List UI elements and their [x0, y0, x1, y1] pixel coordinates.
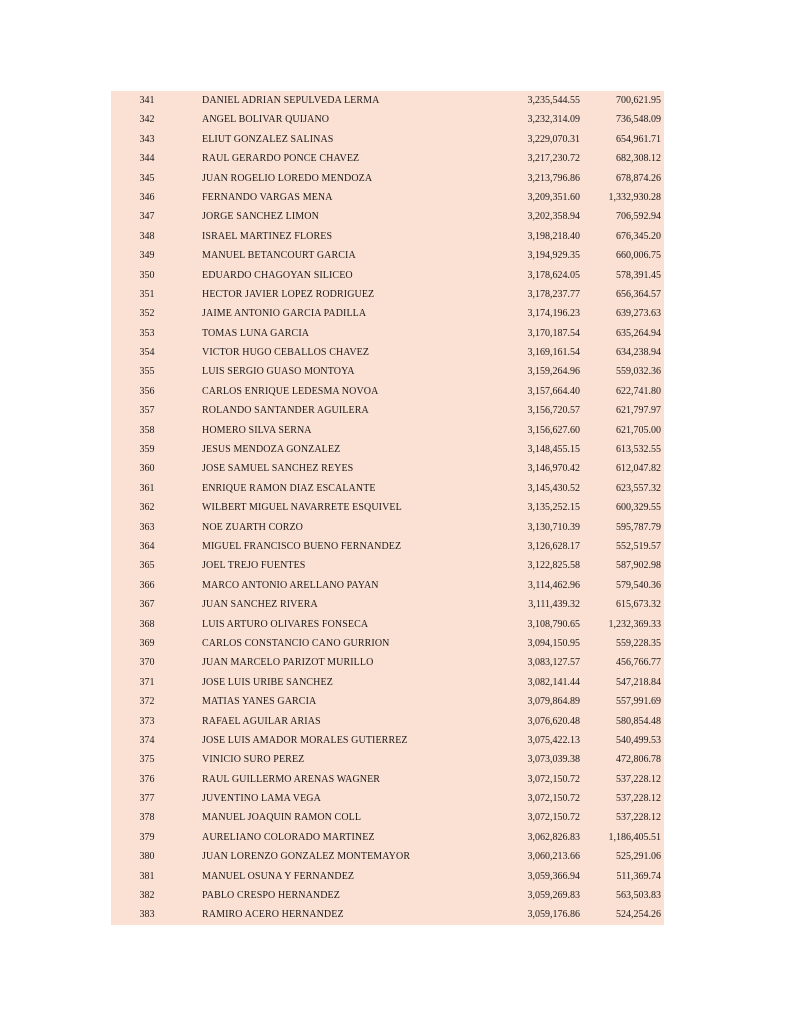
table-row: [111, 615, 664, 634]
table-row: [111, 770, 664, 789]
row-number: 341: [139, 95, 155, 106]
row-number: 351: [139, 288, 155, 300]
amount-primary: 3,156,720.57: [527, 405, 580, 417]
amount-secondary: 706,592.94: [616, 211, 661, 223]
amount-secondary: 559,032.36: [616, 366, 661, 378]
table-row: [111, 188, 664, 207]
table-row: [111, 362, 664, 381]
row-number: 348: [139, 230, 155, 242]
person-name: JOSE LUIS AMADOR MORALES GUTIERREZ: [202, 734, 408, 746]
amount-secondary: 537,228.12: [616, 793, 661, 805]
amount-primary: 3,146,970.42: [527, 463, 580, 475]
amount-primary: 3,072,150.72: [527, 793, 580, 805]
amount-primary: 3,094,150.95: [527, 637, 580, 649]
table-row: [111, 498, 664, 517]
row-number: 344: [139, 153, 155, 165]
row-number: 357: [139, 405, 155, 417]
table-row: [111, 440, 664, 459]
person-name: MANUEL JOAQUIN RAMON COLL: [202, 812, 362, 824]
amount-primary: 3,169,161.54: [527, 347, 580, 359]
row-number: 374: [139, 734, 155, 746]
person-name: JUAN ROGELIO LOREDO MENDOZA: [202, 172, 373, 184]
amount-primary: 3,174,196.23: [527, 308, 580, 320]
person-name: NOE ZUARTH CORZO: [202, 521, 303, 533]
amount-primary: 3,145,430.52: [527, 482, 580, 494]
table-row: [111, 867, 664, 886]
amount-primary: 3,130,710.39: [527, 521, 580, 533]
row-number: 362: [139, 502, 155, 514]
table-row: [111, 905, 664, 924]
table-row: [111, 653, 664, 672]
person-name: MANUEL OSUNA Y FERNANDEZ: [202, 870, 355, 882]
amount-primary: 3,178,624.05: [527, 269, 580, 281]
amount-secondary: 579,540.36: [616, 579, 661, 591]
table-row: [111, 886, 664, 905]
amount-secondary: 1,186,405.51: [608, 831, 661, 843]
person-name: RAFAEL AGUILAR ARIAS: [202, 715, 321, 727]
amount-primary: 3,111,439.32: [528, 599, 580, 611]
person-name: MIGUEL FRANCISCO BUENO FERNANDEZ: [202, 540, 402, 552]
amount-secondary: 700,621.95: [616, 95, 661, 106]
row-number: 375: [139, 754, 155, 766]
person-name: MARCO ANTONIO ARELLANO PAYAN: [202, 579, 379, 591]
amount-secondary: 654,961.71: [616, 133, 661, 145]
amount-secondary: 639,273.63: [616, 308, 661, 320]
person-name: LUIS SERGIO GUASO MONTOYA: [202, 366, 355, 378]
amount-secondary: 621,705.00: [616, 424, 661, 436]
amount-secondary: 511,369.74: [616, 870, 661, 882]
table-row: [111, 266, 664, 285]
table-body: [111, 91, 664, 925]
amount-secondary: 472,806.78: [616, 754, 661, 766]
row-number: 372: [139, 696, 155, 708]
amount-primary: 3,209,351.60: [527, 191, 580, 203]
table-row: [111, 789, 664, 808]
person-name: JOSE SAMUEL SANCHEZ REYES: [202, 463, 354, 475]
person-name: AURELIANO COLORADO MARTINEZ: [202, 831, 375, 843]
amount-secondary: 563,503.83: [616, 890, 661, 902]
row-number: 350: [139, 269, 155, 281]
table-row: [111, 324, 664, 343]
amount-primary: 3,083,127.57: [527, 657, 580, 669]
row-number: 378: [139, 812, 155, 824]
amount-secondary: 622,741.80: [616, 385, 661, 397]
table-row: [111, 421, 664, 440]
person-name: LUIS ARTURO OLIVARES FONSECA: [202, 618, 369, 630]
person-name: JUAN SANCHEZ RIVERA: [202, 599, 318, 611]
amount-secondary: 578,391.45: [616, 269, 661, 281]
table-row: [111, 149, 664, 168]
amount-secondary: 580,854.48: [616, 715, 661, 727]
amount-primary: 3,072,150.72: [527, 812, 580, 824]
person-name: HECTOR JAVIER LOPEZ RODRIGUEZ: [202, 288, 375, 300]
amount-secondary: 525,291.06: [616, 851, 661, 863]
person-name: JOSE LUIS URIBE SANCHEZ: [202, 676, 333, 688]
table-row: [111, 808, 664, 827]
table-row: [111, 285, 664, 304]
table-row: [111, 401, 664, 420]
row-number: 361: [139, 482, 155, 494]
row-number: 367: [139, 599, 155, 611]
table-row: [111, 479, 664, 498]
person-name: VICTOR HUGO CEBALLOS CHAVEZ: [202, 347, 370, 359]
table-row: [111, 207, 664, 226]
row-number: 369: [139, 637, 155, 649]
amount-primary: 3,235,544.55: [527, 95, 580, 106]
amount-secondary: 547,218.84: [616, 676, 661, 688]
person-name: JESUS MENDOZA GONZALEZ: [202, 444, 341, 456]
amount-primary: 3,072,150.72: [527, 773, 580, 785]
amount-secondary: 678,874.26: [616, 172, 661, 184]
person-name: TOMAS LUNA GARCIA: [202, 327, 310, 339]
table-row: [111, 828, 664, 847]
person-name: RAUL GUILLERMO ARENAS WAGNER: [202, 773, 381, 785]
person-name: MANUEL BETANCOURT GARCIA: [202, 250, 356, 262]
table-row: [111, 750, 664, 769]
data-table: [111, 91, 664, 925]
person-name: EDUARDO CHAGOYAN SILICEO: [202, 269, 353, 281]
amount-primary: 3,114,462.96: [527, 579, 580, 591]
table-row: [111, 227, 664, 246]
table-row: [111, 246, 664, 265]
amount-primary: 3,122,825.58: [527, 560, 580, 572]
table-row: [111, 518, 664, 537]
person-name: VINICIO SURO PEREZ: [202, 754, 305, 766]
row-number: 345: [139, 172, 155, 184]
amount-primary: 3,157,664.40: [527, 385, 580, 397]
amount-primary: 3,159,264.96: [527, 366, 580, 378]
person-name: DANIEL ADRIAN SEPULVEDA LERMA: [202, 95, 380, 106]
amount-primary: 3,059,269.83: [527, 890, 580, 902]
row-number: 346: [139, 191, 155, 203]
amount-primary: 3,148,455.15: [527, 444, 580, 456]
person-name: JAIME ANTONIO GARCIA PADILLA: [202, 308, 367, 320]
amount-secondary: 595,787.79: [616, 521, 661, 533]
person-name: FERNANDO VARGAS MENA: [202, 191, 333, 203]
table-row: [111, 731, 664, 750]
table-row: [111, 556, 664, 575]
amount-primary: 3,076,620.48: [527, 715, 580, 727]
amount-secondary: 524,254.26: [616, 909, 661, 921]
amount-secondary: 557,991.69: [616, 696, 661, 708]
person-name: MATIAS YANES GARCIA: [202, 696, 317, 708]
table-row: [111, 459, 664, 478]
amount-secondary: 736,548.09: [616, 114, 661, 126]
amount-primary: 3,202,358.94: [527, 211, 580, 223]
person-name: ENRIQUE RAMON DIAZ ESCALANTE: [202, 482, 376, 494]
row-number: 347: [139, 211, 155, 223]
amount-primary: 3,229,070.31: [527, 133, 580, 145]
row-number: 382: [139, 890, 155, 902]
amount-secondary: 635,264.94: [616, 327, 661, 339]
person-name: HOMERO SILVA SERNA: [202, 424, 312, 436]
person-name: ROLANDO SANTANDER AGUILERA: [202, 405, 369, 417]
amount-secondary: 612,047.82: [616, 463, 661, 475]
amount-primary: 3,217,230.72: [527, 153, 580, 165]
person-name: PABLO CRESPO HERNANDEZ: [202, 890, 340, 902]
amount-secondary: 559,228.35: [616, 637, 661, 649]
table-row: [111, 343, 664, 362]
amount-primary: 3,126,628.17: [527, 540, 580, 552]
amount-secondary: 1,232,369.33: [608, 618, 661, 630]
amount-secondary: 660,006.75: [616, 250, 661, 262]
amount-secondary: 456,766.77: [616, 657, 661, 669]
table-row: [111, 673, 664, 692]
table-row: [111, 91, 664, 110]
person-name: WILBERT MIGUEL NAVARRETE ESQUIVEL: [202, 502, 402, 514]
row-number: 349: [139, 250, 155, 262]
person-name: RAUL GERARDO PONCE CHAVEZ: [202, 153, 360, 165]
table-row: [111, 537, 664, 556]
amount-primary: 3,108,790.65: [527, 618, 580, 630]
row-number: 373: [139, 715, 155, 727]
person-name: ISRAEL MARTINEZ FLORES: [202, 230, 333, 242]
amount-secondary: 613,532.55: [616, 444, 661, 456]
row-number: 360: [139, 463, 155, 475]
row-number: 354: [139, 347, 155, 359]
person-name: JUAN LORENZO GONZALEZ MONTEMAYOR: [202, 851, 411, 863]
amount-secondary: 656,364.57: [616, 288, 661, 300]
amount-secondary: 682,308.12: [616, 153, 661, 165]
person-name: JOEL TREJO FUENTES: [202, 560, 306, 572]
row-number: 377: [139, 793, 155, 805]
amount-primary: 3,232,314.09: [527, 114, 580, 126]
amount-primary: 3,059,366.94: [527, 870, 580, 882]
table-row: [111, 692, 664, 711]
row-number: 342: [139, 114, 155, 126]
amount-primary: 3,079,864.89: [527, 696, 580, 708]
amount-primary: 3,156,627.60: [527, 424, 580, 436]
row-number: 358: [139, 424, 155, 436]
amount-secondary: 621,797.97: [616, 405, 661, 417]
amount-primary: 3,194,929.35: [527, 250, 580, 262]
amount-primary: 3,060,213.66: [527, 851, 580, 863]
table-row: [111, 304, 664, 323]
person-name: RAMIRO ACERO HERNANDEZ: [202, 909, 344, 921]
row-number: 368: [139, 618, 155, 630]
table-row: [111, 110, 664, 129]
row-number: 343: [139, 133, 155, 145]
person-name: JUVENTINO LAMA VEGA: [202, 793, 321, 805]
amount-primary: 3,075,422.13: [527, 734, 580, 746]
table-row: [111, 595, 664, 614]
table-row: [111, 712, 664, 731]
amount-secondary: 676,345.20: [616, 230, 661, 242]
row-number: 359: [139, 444, 155, 456]
table-row: [111, 382, 664, 401]
amount-primary: 3,135,252.15: [527, 502, 580, 514]
row-number: 383: [139, 909, 155, 921]
amount-primary: 3,059,176.86: [527, 909, 580, 921]
table-row: [111, 634, 664, 653]
amount-secondary: 615,673.32: [616, 599, 661, 611]
amount-secondary: 552,519.57: [616, 540, 661, 552]
amount-secondary: 540,499.53: [616, 734, 661, 746]
amount-secondary: 537,228.12: [616, 812, 661, 824]
table-row: [111, 576, 664, 595]
amount-primary: 3,198,218.40: [527, 230, 580, 242]
row-number: 355: [139, 366, 155, 378]
person-name: JORGE SANCHEZ LIMON: [202, 211, 319, 223]
row-number: 376: [139, 773, 155, 785]
row-number: 363: [139, 521, 155, 533]
row-number: 356: [139, 385, 155, 397]
amount-secondary: 600,329.55: [616, 502, 661, 514]
amount-primary: 3,178,237.77: [527, 288, 580, 300]
amount-secondary: 537,228.12: [616, 773, 661, 785]
amount-primary: 3,170,187.54: [527, 327, 580, 339]
amount-secondary: 623,557.32: [616, 482, 661, 494]
person-name: CARLOS ENRIQUE LEDESMA NOVOA: [202, 385, 379, 397]
amount-primary: 3,082,141.44: [527, 676, 580, 688]
row-number: 380: [139, 851, 155, 863]
amount-primary: 3,062,826.83: [527, 831, 580, 843]
row-number: 364: [139, 540, 155, 552]
person-name: JUAN MARCELO PARIZOT MURILLO: [202, 657, 374, 669]
row-number: 381: [139, 870, 155, 882]
row-number: 353: [139, 327, 155, 339]
table-row: [111, 169, 664, 188]
row-number: 379: [139, 831, 155, 843]
person-name: ELIUT GONZALEZ SALINAS: [202, 133, 334, 145]
row-number: 371: [139, 676, 155, 688]
amount-primary: 3,073,039.38: [527, 754, 580, 766]
row-number: 352: [139, 308, 155, 320]
person-name: CARLOS CONSTANCIO CANO GURRION: [202, 637, 390, 649]
table-row: [111, 130, 664, 149]
amount-secondary: 634,238.94: [616, 347, 661, 359]
amount-secondary: 1,332,930.28: [608, 191, 661, 203]
row-number: 370: [139, 657, 155, 669]
amount-primary: 3,213,796.86: [527, 172, 580, 184]
row-number: 365: [139, 560, 155, 572]
amount-secondary: 587,902.98: [616, 560, 661, 572]
row-number: 366: [139, 579, 155, 591]
person-name: ANGEL BOLIVAR QUIJANO: [202, 114, 330, 126]
table-row: [111, 847, 664, 866]
